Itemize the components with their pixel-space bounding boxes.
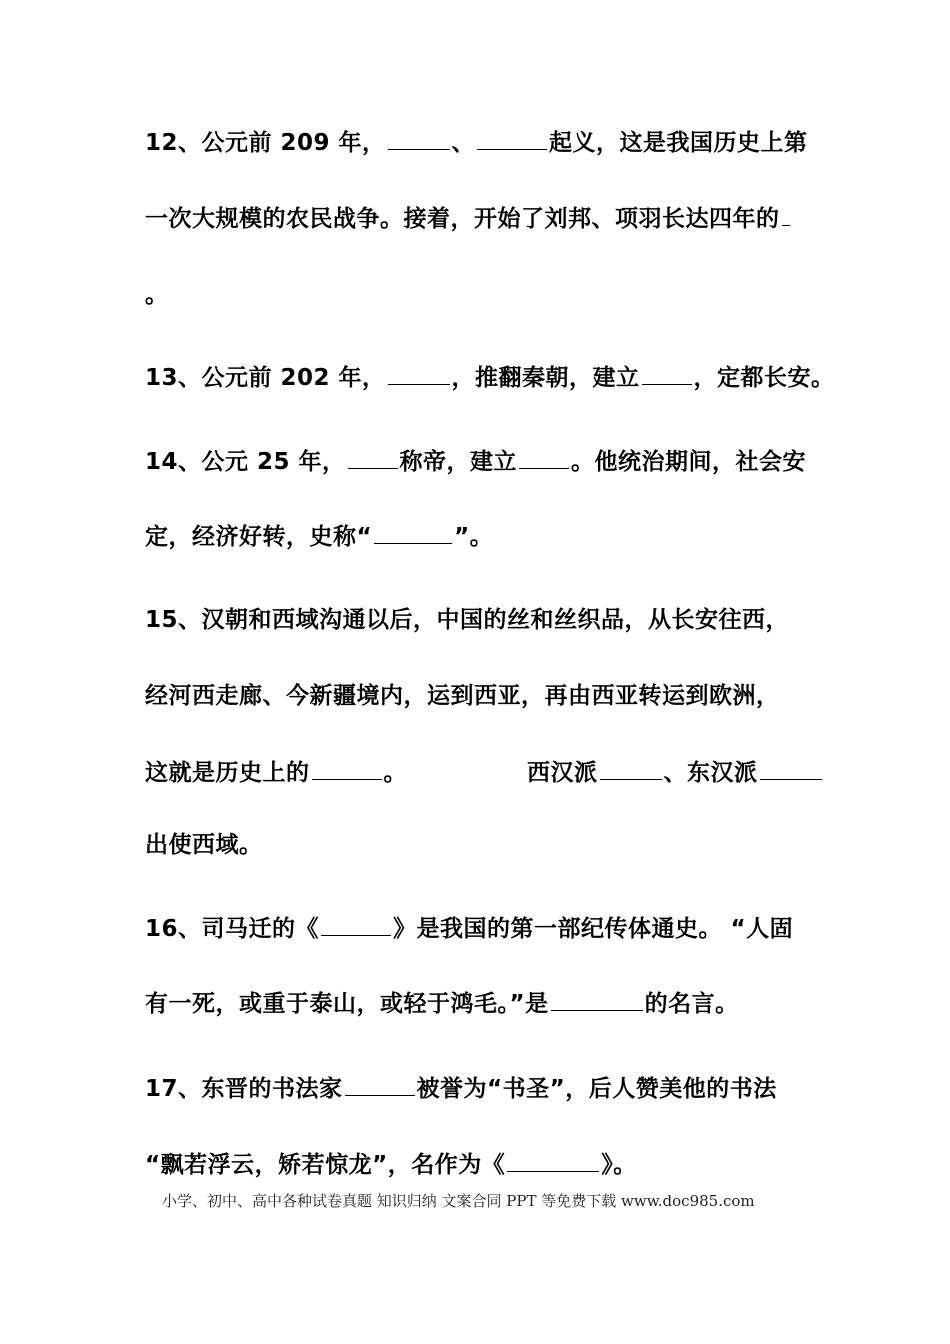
q17-text-c: “飘若浮云，矫若惊龙”，名作为《 (145, 1152, 506, 1178)
q13-line1 (145, 362, 835, 393)
q17-line1 (145, 1073, 777, 1104)
blank[interactable] (507, 1149, 599, 1172)
blank[interactable] (388, 127, 450, 150)
q12-text-l2: 一次大规模的农民战争。接着，开始了刘邦、项羽长达四年的 (145, 206, 780, 232)
blank[interactable] (321, 913, 391, 936)
q15-text-b: 。 (383, 760, 407, 786)
blank[interactable] (312, 757, 382, 780)
blank[interactable] (477, 127, 547, 150)
q15-line2 (145, 681, 780, 711)
q14-text-d: 定，经济好转，史称“ (145, 524, 373, 550)
q15-line3 (145, 757, 824, 788)
blank[interactable] (519, 446, 569, 469)
q15-line1 (145, 605, 789, 635)
blank[interactable] (348, 446, 398, 469)
q16-text-b: 》是我国的第一部纪传体通史。 “人固 (393, 916, 794, 942)
q17-text-b: 被誉为“书圣”，后人赞美他的书法 (416, 1076, 777, 1102)
q14-text-c: 。他统治期间，社会安 (571, 449, 807, 475)
blank[interactable] (551, 988, 643, 1011)
q16-text-d: 的名言。 (644, 991, 739, 1017)
blank[interactable] (642, 362, 692, 385)
q15-text-c: 西汉派 (527, 760, 598, 786)
q16-line2 (145, 988, 739, 1019)
blank[interactable] (600, 757, 662, 780)
blank[interactable] (345, 1073, 415, 1096)
q14-line2 (145, 521, 493, 552)
blank[interactable] (760, 757, 822, 780)
q15-text-l1: 15、汉朝和西域沟通以后，中国的丝和丝织品，从长安往西， (145, 607, 790, 633)
q12-text-b: 、 (451, 130, 476, 156)
q17-text-d: 》。 (601, 1152, 637, 1178)
q15-text-a: 这就是历史上的 (145, 760, 310, 786)
q14-text-b: 称帝，建立 (399, 449, 518, 475)
q16-text-a: 16、司马迁的《 (145, 916, 320, 942)
q15-text-l2: 经河西走廊、今新疆境内，运到西亚，再由西亚转运到欧洲， (145, 683, 780, 709)
blank[interactable] (374, 521, 452, 544)
q12-text-c: 起义，这是我国历史上第 (549, 130, 808, 156)
q14-text-e: ”。 (454, 524, 494, 550)
q13-text-b: ，推翻秦朝，建立 (451, 365, 640, 391)
q16-line1 (145, 913, 793, 944)
q16-text-c: 有一死，或重于泰山，或轻于鸿毛。”是 (145, 991, 549, 1017)
q15-text-l4: 出使西域。 (145, 832, 263, 858)
blank[interactable] (388, 362, 450, 385)
q15-text-d: 、东汉派 (663, 760, 758, 786)
q17-text-a: 17、东晋的书法家 (145, 1076, 343, 1102)
q12-text-a: 12、公元前 209 年， (145, 130, 386, 156)
q12-line3 (145, 280, 169, 310)
q12-text-l3: 。 (145, 282, 169, 308)
q15-line4 (145, 830, 263, 860)
page-footer: 小学、初中、高中各种试卷真题 知识归纳 文案合同 PPT 等免费下载 www.doc985.com (162, 1192, 755, 1210)
blank[interactable] (782, 203, 790, 226)
q12-line2 (145, 203, 792, 234)
q14-line1 (145, 446, 806, 477)
q13-text-c: ，定都长安。 (693, 365, 835, 391)
q12-line1 (145, 127, 808, 158)
q13-text-a: 13、公元前 202 年， (145, 365, 386, 391)
q17-line2 (145, 1149, 637, 1180)
q14-text-a: 14、公元 25 年， (145, 449, 346, 475)
